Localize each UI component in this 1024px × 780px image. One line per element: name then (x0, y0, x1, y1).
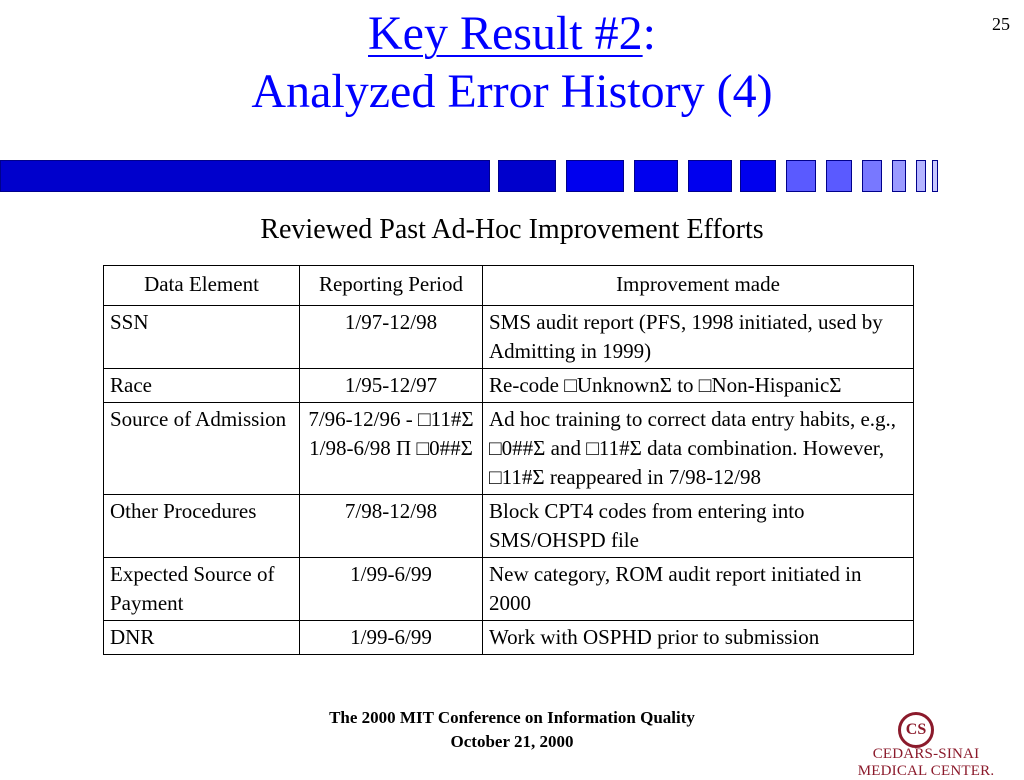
header-improvement-made: Improvement made (483, 266, 914, 306)
bar-segment (826, 160, 852, 192)
table-row (104, 495, 914, 558)
header-data-element: Data Element (104, 266, 300, 306)
logo-mark-icon: CS (898, 712, 934, 748)
cell-reporting-period: 7/98-12/98 (300, 495, 483, 558)
bar-segment (786, 160, 816, 192)
footer-conference: The 2000 MIT Conference on Information Quality (329, 708, 695, 727)
improvement-table (103, 265, 914, 655)
cell-data-element: Expected Source of Payment (104, 558, 300, 621)
bar-segment (862, 160, 882, 192)
cell-reporting-period: 1/97-12/98 (300, 306, 483, 369)
table-row (104, 369, 914, 403)
footer-date: October 21, 2000 (450, 732, 574, 751)
cell-data-element: SSN (104, 306, 300, 369)
bar-segment-long (0, 160, 490, 192)
bar-segment (634, 160, 678, 192)
bar-segment (498, 160, 556, 192)
cell-improvement: Ad hoc training to correct data entry habits, e.g., □0##Σ and □11#Σ data combination. However, □11#Σ reappeared in 7/98-12/98 (483, 403, 914, 495)
cell-reporting-period: 7/96-12/96 - □11#Σ 1/98-6/98 Π □0##Σ (300, 403, 483, 495)
cedars-sinai-logo (836, 712, 1016, 779)
slide-title (0, 6, 1024, 120)
title-line2: Analyzed Error History (4) (251, 65, 773, 118)
cell-reporting-period: 1/99-6/99 (300, 558, 483, 621)
cell-data-element: DNR (104, 621, 300, 655)
decorative-bar (0, 160, 950, 194)
cell-reporting-period: 1/99-6/99 (300, 621, 483, 655)
bar-segment (688, 160, 732, 192)
cell-improvement: New category, ROM audit report initiated in 2000 (483, 558, 914, 621)
logo-text: CEDARS-SINAI MEDICAL CENTER. (857, 746, 995, 779)
bar-segment (916, 160, 926, 192)
cell-improvement: Work with OSPHD prior to submission (483, 621, 914, 655)
header-reporting-period: Reporting Period (300, 266, 483, 306)
cell-data-element: Source of Admission (104, 403, 300, 495)
slide-number: 25 (992, 14, 1010, 34)
cell-improvement: Re-code □UnknownΣ to □Non-HispanicΣ (483, 369, 914, 403)
cell-reporting-period: 1/95-12/97 (300, 369, 483, 403)
cell-data-element: Other Procedures (104, 495, 300, 558)
cell-improvement: Block CPT4 codes from entering into SMS/OHSPD file (483, 495, 914, 558)
table-caption: Reviewed Past Ad-Hoc Improvement Efforts (260, 214, 764, 245)
table-row (104, 403, 914, 495)
cell-data-element: Race (104, 369, 300, 403)
bar-segment (932, 160, 938, 192)
bar-segment (740, 160, 776, 192)
table-header-row (104, 266, 914, 306)
table-row (104, 621, 914, 655)
bar-segment (566, 160, 624, 192)
table-row (104, 558, 914, 621)
table-row (104, 306, 914, 369)
bar-segment (892, 160, 906, 192)
title-colon: : (642, 7, 656, 60)
title-line1: Key Result #2 (368, 7, 643, 60)
cell-improvement: SMS audit report (PFS, 1998 initiated, used by Admitting in 1999) (483, 306, 914, 369)
